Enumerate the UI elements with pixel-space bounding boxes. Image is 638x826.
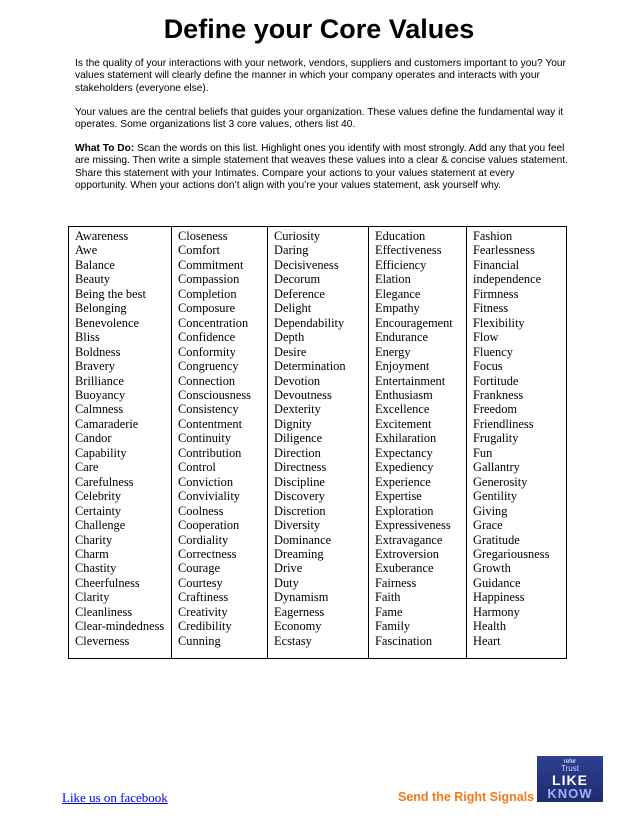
- word-column-1: [69, 227, 172, 658]
- value-word: Buoyancy: [75, 387, 126, 402]
- value-word: Fun: [473, 445, 493, 460]
- value-word: Benevolence: [75, 315, 139, 330]
- value-word: Freedom: [473, 402, 518, 417]
- value-word: Awareness: [75, 229, 129, 243]
- value-word: Clarity: [75, 590, 110, 605]
- value-word: Fame: [375, 604, 403, 619]
- value-word: Cooperation: [178, 518, 240, 533]
- value-word: Expressiveness: [375, 518, 451, 533]
- value-word: Giving: [473, 503, 508, 518]
- value-word: Exploration: [375, 503, 434, 518]
- value-word: Carefulness: [75, 474, 134, 489]
- value-word: Courage: [178, 561, 220, 576]
- value-word: Eagerness: [274, 604, 325, 619]
- value-word: Commitment: [178, 257, 244, 272]
- value-word: Camaraderie: [75, 416, 139, 431]
- value-word: Generosity: [473, 474, 528, 489]
- logo-text-know: KNOW: [547, 786, 593, 801]
- value-word: Cordiality: [178, 532, 229, 547]
- value-word: Frugality: [473, 431, 519, 446]
- value-word: Faith: [375, 590, 401, 605]
- value-word: Awe: [75, 243, 98, 258]
- value-word: Boldness: [75, 344, 121, 359]
- value-word: Friendliness: [473, 416, 534, 431]
- value-word: Consciousness: [178, 387, 251, 402]
- value-word: Dexterity: [274, 402, 321, 417]
- logo-text-trust: Trust: [561, 764, 579, 773]
- word-column-2: [172, 227, 268, 658]
- value-word: Desire: [274, 344, 307, 359]
- value-word: Gregariousness: [473, 546, 550, 561]
- value-word: Contentment: [178, 416, 243, 431]
- value-word: Fortitude: [473, 373, 519, 388]
- value-word: Brilliance: [75, 373, 124, 388]
- value-word: Decorum: [274, 272, 321, 287]
- value-word: Discipline: [274, 474, 325, 489]
- value-word: Charm: [75, 546, 109, 561]
- todo-text: Scan the words on this list. Highlight ones you identify with most strongly. Add any that you feel are missing. Then write a simple statement that weaves these values into a clear & concise values statement. Share this statement with your Intimates. Compare your actions to your values statement at every opportunity. When your actions don’t align with you’re your values statement, ask yourself why.: [75, 143, 569, 191]
- value-word: Daring: [274, 243, 309, 258]
- value-word: Growth: [473, 561, 511, 576]
- values-word-grid: [68, 226, 567, 659]
- value-word: Fitness: [473, 301, 509, 316]
- value-word: Contribution: [178, 445, 242, 460]
- value-word: Fascination: [375, 633, 433, 648]
- value-word: Dreaming: [274, 546, 324, 561]
- value-word: Financial: [473, 257, 520, 272]
- value-word: Consistency: [178, 402, 239, 417]
- value-word: Conviction: [178, 474, 234, 489]
- value-word: Discretion: [274, 503, 326, 518]
- value-word: Ecstasy: [274, 633, 312, 648]
- value-word: Capability: [75, 445, 127, 460]
- value-word: Being the best: [75, 286, 146, 301]
- value-word: Exhilaration: [375, 431, 437, 446]
- value-word: Conformity: [178, 344, 236, 359]
- value-word: Fairness: [375, 575, 417, 590]
- value-word: Candor: [75, 431, 112, 446]
- value-word: Cleverness: [75, 633, 130, 648]
- value-word: Correctness: [178, 546, 237, 561]
- value-word: Energy: [375, 344, 411, 359]
- logo-badge: [537, 756, 603, 802]
- value-word: Clear-mindedness: [75, 619, 165, 634]
- value-word: independence: [473, 272, 542, 287]
- value-word: Delight: [274, 301, 312, 316]
- value-word: Guidance: [473, 575, 521, 590]
- value-word: Gentility: [473, 489, 518, 504]
- value-word: Confidence: [178, 330, 236, 345]
- value-word: Focus: [473, 359, 503, 374]
- value-word: Flexibility: [473, 315, 525, 330]
- value-word: Frankness: [473, 387, 524, 402]
- value-word: Gallantry: [473, 460, 520, 475]
- facebook-link[interactable]: Like us on facebook: [62, 790, 168, 805]
- value-word: Grace: [473, 518, 503, 533]
- value-word: Family: [375, 619, 411, 634]
- value-word: Empathy: [375, 301, 420, 316]
- value-word: Extroversion: [375, 546, 440, 561]
- word-column-3: [268, 227, 369, 658]
- word-column-4: [369, 227, 467, 658]
- value-word: Exuberance: [375, 561, 434, 576]
- value-word: Excellence: [375, 402, 430, 417]
- value-word: Happiness: [473, 590, 525, 605]
- value-word: Challenge: [75, 518, 126, 533]
- value-word: Compassion: [178, 272, 240, 287]
- todo-paragraph: [75, 143, 569, 192]
- value-word: Education: [375, 229, 426, 243]
- logo-text-refer: refer: [563, 759, 577, 765]
- value-word: Diligence: [274, 431, 323, 446]
- value-word: Curiosity: [274, 229, 321, 243]
- value-word: Enthusiasm: [375, 387, 433, 402]
- value-word: Completion: [178, 286, 237, 301]
- value-word: Care: [75, 460, 99, 475]
- value-word: Economy: [274, 619, 322, 634]
- value-word: Discovery: [274, 489, 325, 504]
- value-word: Health: [473, 619, 507, 634]
- value-word: Credibility: [178, 619, 232, 634]
- value-word: Expediency: [375, 460, 434, 475]
- value-word: Certainty: [75, 503, 122, 518]
- value-word: Courtesy: [178, 575, 223, 590]
- value-word: Dynamism: [274, 590, 329, 605]
- value-word: Congruency: [178, 359, 239, 374]
- value-word: Deference: [274, 286, 325, 301]
- page-title: Define your Core Values: [163, 14, 475, 44]
- logo-text-like: LIKE: [552, 772, 588, 788]
- value-word: Decisiveness: [274, 257, 339, 272]
- value-word: Fearlessness: [473, 243, 535, 258]
- word-column-5: [467, 227, 566, 658]
- value-word: Bliss: [75, 330, 100, 345]
- value-word: Drive: [274, 561, 303, 576]
- value-word: Efficiency: [375, 257, 427, 272]
- tagline: Send the Right Signals: [398, 790, 535, 804]
- value-word: Entertainment: [375, 373, 446, 388]
- value-word: Endurance: [375, 330, 428, 345]
- value-word: Heart: [473, 633, 501, 648]
- value-word: Composure: [178, 301, 236, 316]
- value-word: Gratitude: [473, 532, 520, 547]
- value-word: Bravery: [75, 359, 115, 374]
- value-word: Encouragement: [375, 315, 453, 330]
- value-word: Flow: [473, 330, 499, 345]
- value-word: Beauty: [75, 272, 111, 287]
- value-word: Elegance: [375, 286, 421, 301]
- value-word: Coolness: [178, 503, 224, 518]
- value-word: Cheerfulness: [75, 575, 140, 590]
- value-word: Extravagance: [375, 532, 443, 547]
- value-word: Control: [178, 460, 216, 475]
- value-word: Diversity: [274, 518, 321, 533]
- todo-label: What To Do:: [75, 143, 135, 154]
- value-word: Expectancy: [375, 445, 433, 460]
- value-word: Concentration: [178, 315, 249, 330]
- value-word: Calmness: [75, 402, 124, 417]
- value-word: Fluency: [473, 344, 513, 359]
- value-word: Fashion: [473, 229, 513, 243]
- value-word: Firmness: [473, 286, 519, 301]
- value-word: Continuity: [178, 431, 232, 446]
- value-word: Directness: [274, 460, 327, 475]
- value-word: Dignity: [274, 416, 312, 431]
- values-paragraph: Your values are the central beliefs that guides your organization. These values define the fundamental way it operates. Some organizations list 3 core values, others list 40.: [75, 107, 564, 131]
- value-word: Experience: [375, 474, 431, 489]
- value-word: Harmony: [473, 604, 520, 619]
- value-word: Chastity: [75, 561, 117, 576]
- value-word: Effectiveness: [375, 243, 442, 258]
- value-word: Cleanliness: [75, 604, 133, 619]
- value-word: Connection: [178, 373, 236, 388]
- value-word: Depth: [274, 330, 305, 345]
- value-word: Duty: [274, 575, 299, 590]
- value-word: Craftiness: [178, 590, 229, 605]
- value-word: Dominance: [274, 532, 332, 547]
- value-word: Dependability: [274, 315, 345, 330]
- value-word: Comfort: [178, 243, 220, 258]
- value-word: Closeness: [178, 229, 228, 243]
- value-word: Enjoyment: [375, 359, 430, 374]
- value-word: Expertise: [375, 489, 422, 504]
- value-word: Charity: [75, 532, 113, 547]
- intro-paragraph: Is the quality of your interactions with your network, vendors, suppliers and customers important to you? Your values statement will clearly define the manner in which your company operates and interacts with your stakeholders (everyone else).: [75, 58, 566, 94]
- value-word: Balance: [75, 257, 115, 272]
- value-word: Celebrity: [75, 489, 122, 504]
- value-word: Direction: [274, 445, 321, 460]
- value-word: Cunning: [178, 633, 221, 648]
- value-word: Belonging: [75, 301, 127, 316]
- value-word: Creativity: [178, 604, 228, 619]
- value-word: Excitement: [375, 416, 432, 431]
- value-word: Determination: [274, 359, 346, 374]
- value-word: Devotion: [274, 373, 321, 388]
- value-word: Elation: [375, 272, 411, 287]
- value-word: Devoutness: [274, 387, 332, 402]
- value-word: Conviviality: [178, 489, 240, 504]
